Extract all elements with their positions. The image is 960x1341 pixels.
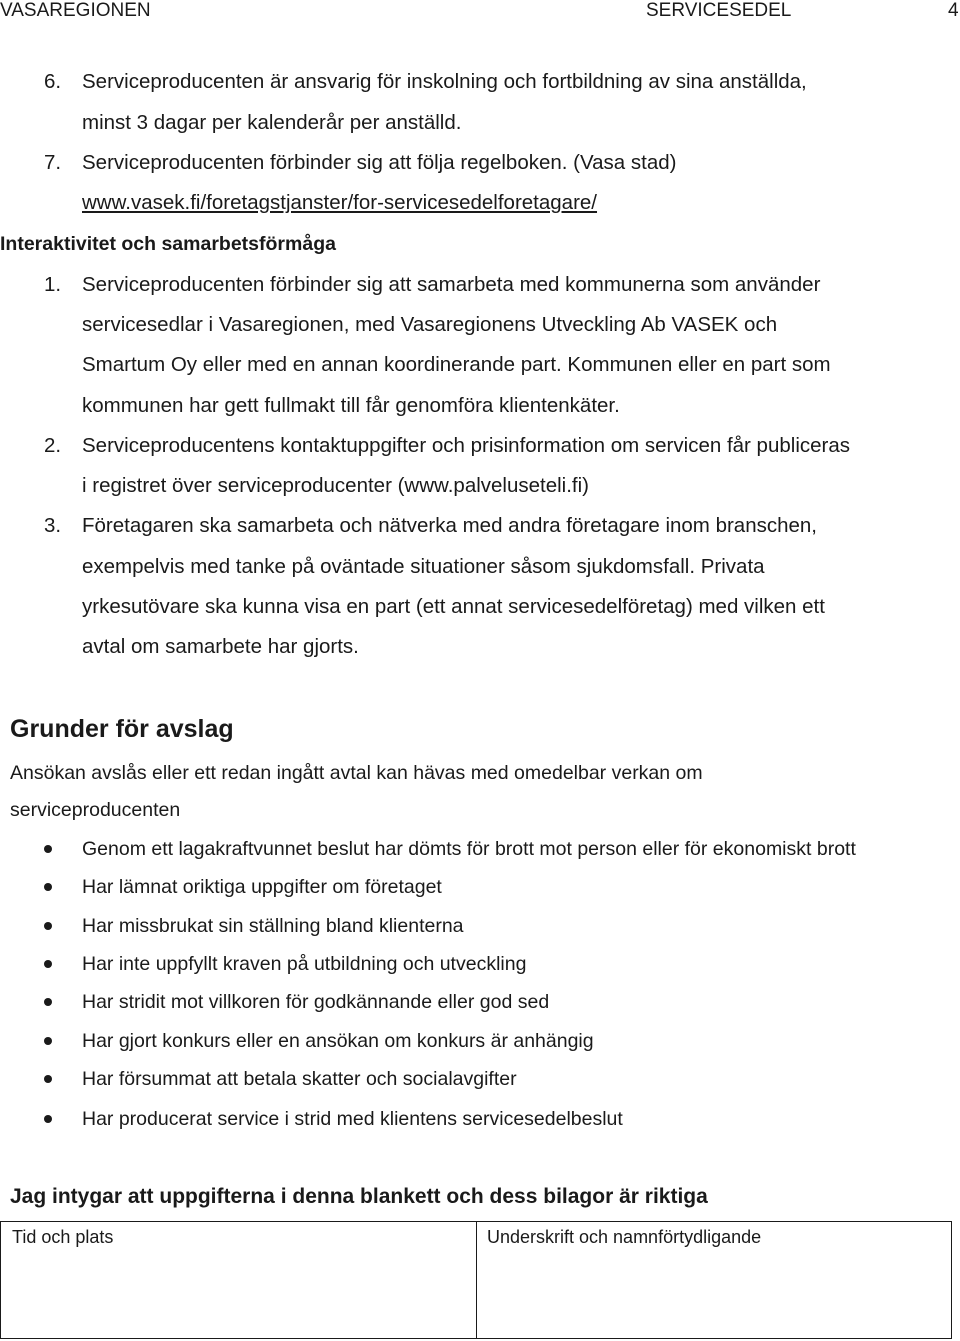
list-item: Har stridit mot villkoren för godkännande eller god sed: [82, 991, 550, 1013]
list-item: Genom ett lagakraftvunnet beslut har dömts för brott mot person eller för ekonomiskt brott: [82, 838, 856, 860]
item-line: exempelvis med tanke på oväntade situationer såsom sjukdomsfall. Privata: [82, 555, 765, 578]
item-number: 7.: [44, 151, 62, 174]
declaration-heading: Jag intygar att uppgifterna i denna blankett och dess bilagor är riktiga: [10, 1185, 708, 1208]
list-item: Har försummat att betala skatter och socialavgifter: [82, 1068, 517, 1090]
signature-label: Underskrift och namnförtydligande: [487, 1227, 762, 1247]
section-heading-rejection: Grunder för avslag: [10, 715, 234, 743]
bullet-icon: [44, 1115, 52, 1123]
item-number: 2.: [44, 434, 62, 457]
signature-divider: [476, 1222, 477, 1338]
header-center: SERVICESEDEL: [646, 0, 792, 21]
rejection-intro-line: serviceproducenten: [10, 799, 181, 821]
header-left: VASAREGIONEN: [0, 0, 151, 21]
regelbok-link[interactable]: www.vasek.fi/foretagstjanster/for-servicesedelforetagare/: [82, 191, 598, 214]
section-heading-cooperation: Interaktivitet och samarbetsförmåga: [0, 233, 336, 255]
item-line: Serviceproducenten förbinder sig att samarbeta med kommunerna som använder: [82, 273, 821, 296]
rejection-intro-line: Ansökan avslås eller ett redan ingått avtal kan hävas med omedelbar verkan om: [10, 762, 703, 784]
item-line: Serviceproducenten är ansvarig för inskolning och fortbildning av sina anställda,: [82, 70, 807, 93]
page-number: 4: [948, 0, 959, 21]
bullet-icon: [44, 922, 52, 930]
list-item: Har inte uppfyllt kraven på utbildning och utveckling: [82, 953, 527, 975]
item-number: 3.: [44, 514, 62, 537]
list-item: Har producerat service i strid med klientens servicesedelbeslut: [82, 1108, 623, 1130]
item-line: minst 3 dagar per kalenderår per anställd.: [82, 111, 462, 134]
list-item: Har gjort konkurs eller en ansökan om konkurs är anhängig: [82, 1030, 594, 1052]
bullet-icon: [44, 1075, 52, 1083]
signature-table: [0, 1221, 952, 1339]
list-item: Har missbrukat sin ställning bland klienterna: [82, 915, 464, 937]
bullet-icon: [44, 998, 52, 1006]
list-item: Har lämnat oriktiga uppgifter om företaget: [82, 876, 442, 898]
item-line: Serviceproducenten förbinder sig att följa regelboken. (Vasa stad): [82, 151, 677, 174]
item-line: Smartum Oy eller med en annan koordinerande part. Kommunen eller en part som: [82, 353, 831, 376]
item-line: Företagaren ska samarbeta och nätverka med andra företagare inom branschen,: [82, 514, 817, 537]
item-line: avtal om samarbete har gjorts.: [82, 635, 359, 658]
bullet-icon: [44, 845, 52, 853]
item-number: 1.: [44, 273, 62, 296]
item-line: kommunen har gett fullmakt till får genomföra klientenkäter.: [82, 394, 620, 417]
bullet-icon: [44, 960, 52, 968]
place-date-label: Tid och plats: [12, 1227, 114, 1247]
bullet-icon: [44, 883, 52, 891]
item-line: yrkesutövare ska kunna visa en part (ett annat servicesedelföretag) med vilken ett: [82, 595, 825, 618]
item-line: i registret över serviceproducenter (www.palveluseteli.fi): [82, 474, 590, 497]
bullet-icon: [44, 1037, 52, 1045]
item-line: Serviceproducentens kontaktuppgifter och prisinformation om servicen får publiceras: [82, 434, 850, 457]
item-number: 6.: [44, 70, 62, 93]
item-line: servicesedlar i Vasaregionen, med Vasaregionens Utveckling Ab VASEK och: [82, 313, 778, 336]
